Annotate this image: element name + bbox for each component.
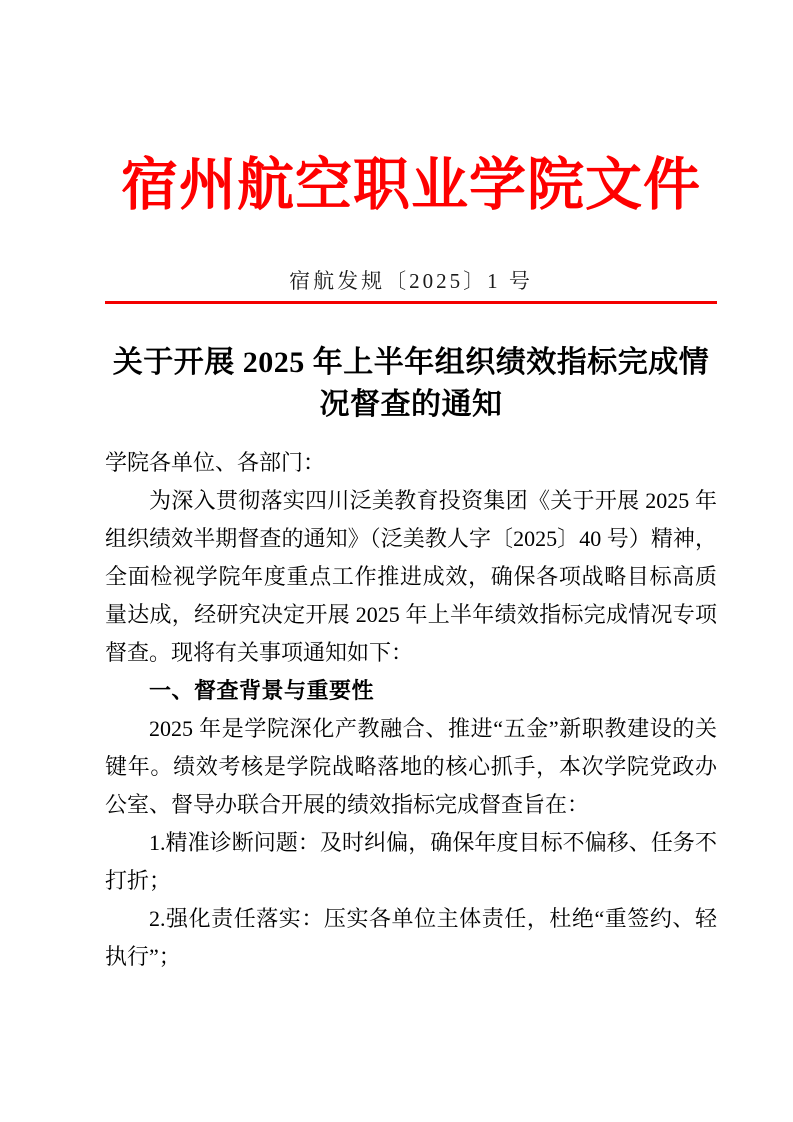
document-title-line-1: 关于开展 2025 年上半年组织绩效指标完成情 (112, 346, 710, 379)
document-title (105, 342, 717, 426)
section-1-paragraph-2: 1.精准诊断问题：及时纠偏，确保年度目标不偏移、任务不打折； (105, 830, 717, 893)
document-number: 宿航发规〔2025〕1 号 (289, 269, 533, 293)
intro-paragraph: 为深入贯彻落实四川泛美教育投资集团《关于开展 2025 年组织绩效半期督查的通知》（泛美教人字〔2025〕40 号）精神，全面检视学院年度重点工作推进成效，确保各项战略目标高质量达成，经研究决定开展 2025 年上半年绩效指标完成情况专项督查。现将有关事项通知如下： (105, 488, 717, 665)
document-content-area (105, 0, 717, 1122)
red-divider-line (105, 301, 717, 304)
document-body (105, 444, 717, 976)
document-title-line-2: 况督查的通知 (319, 388, 503, 421)
agency-header-title: 宿州航空职业学院文件 (121, 154, 701, 217)
section-1-paragraph-1: 2025 年是学院深化产教融合、推进“五金”新职教建设的关键年。绩效考核是学院战略落地的核心抓手，本次学院党政办公室、督导办联合开展的绩效指标完成督查旨在： (105, 716, 717, 817)
salutation: 学院各单位、各部门： (105, 450, 326, 475)
section-1-paragraph-3: 2.强化责任落实：压实各单位主体责任，杜绝“重签约、轻执行”； (105, 906, 717, 969)
section-1-heading: 一、督查背景与重要性 (149, 678, 375, 703)
